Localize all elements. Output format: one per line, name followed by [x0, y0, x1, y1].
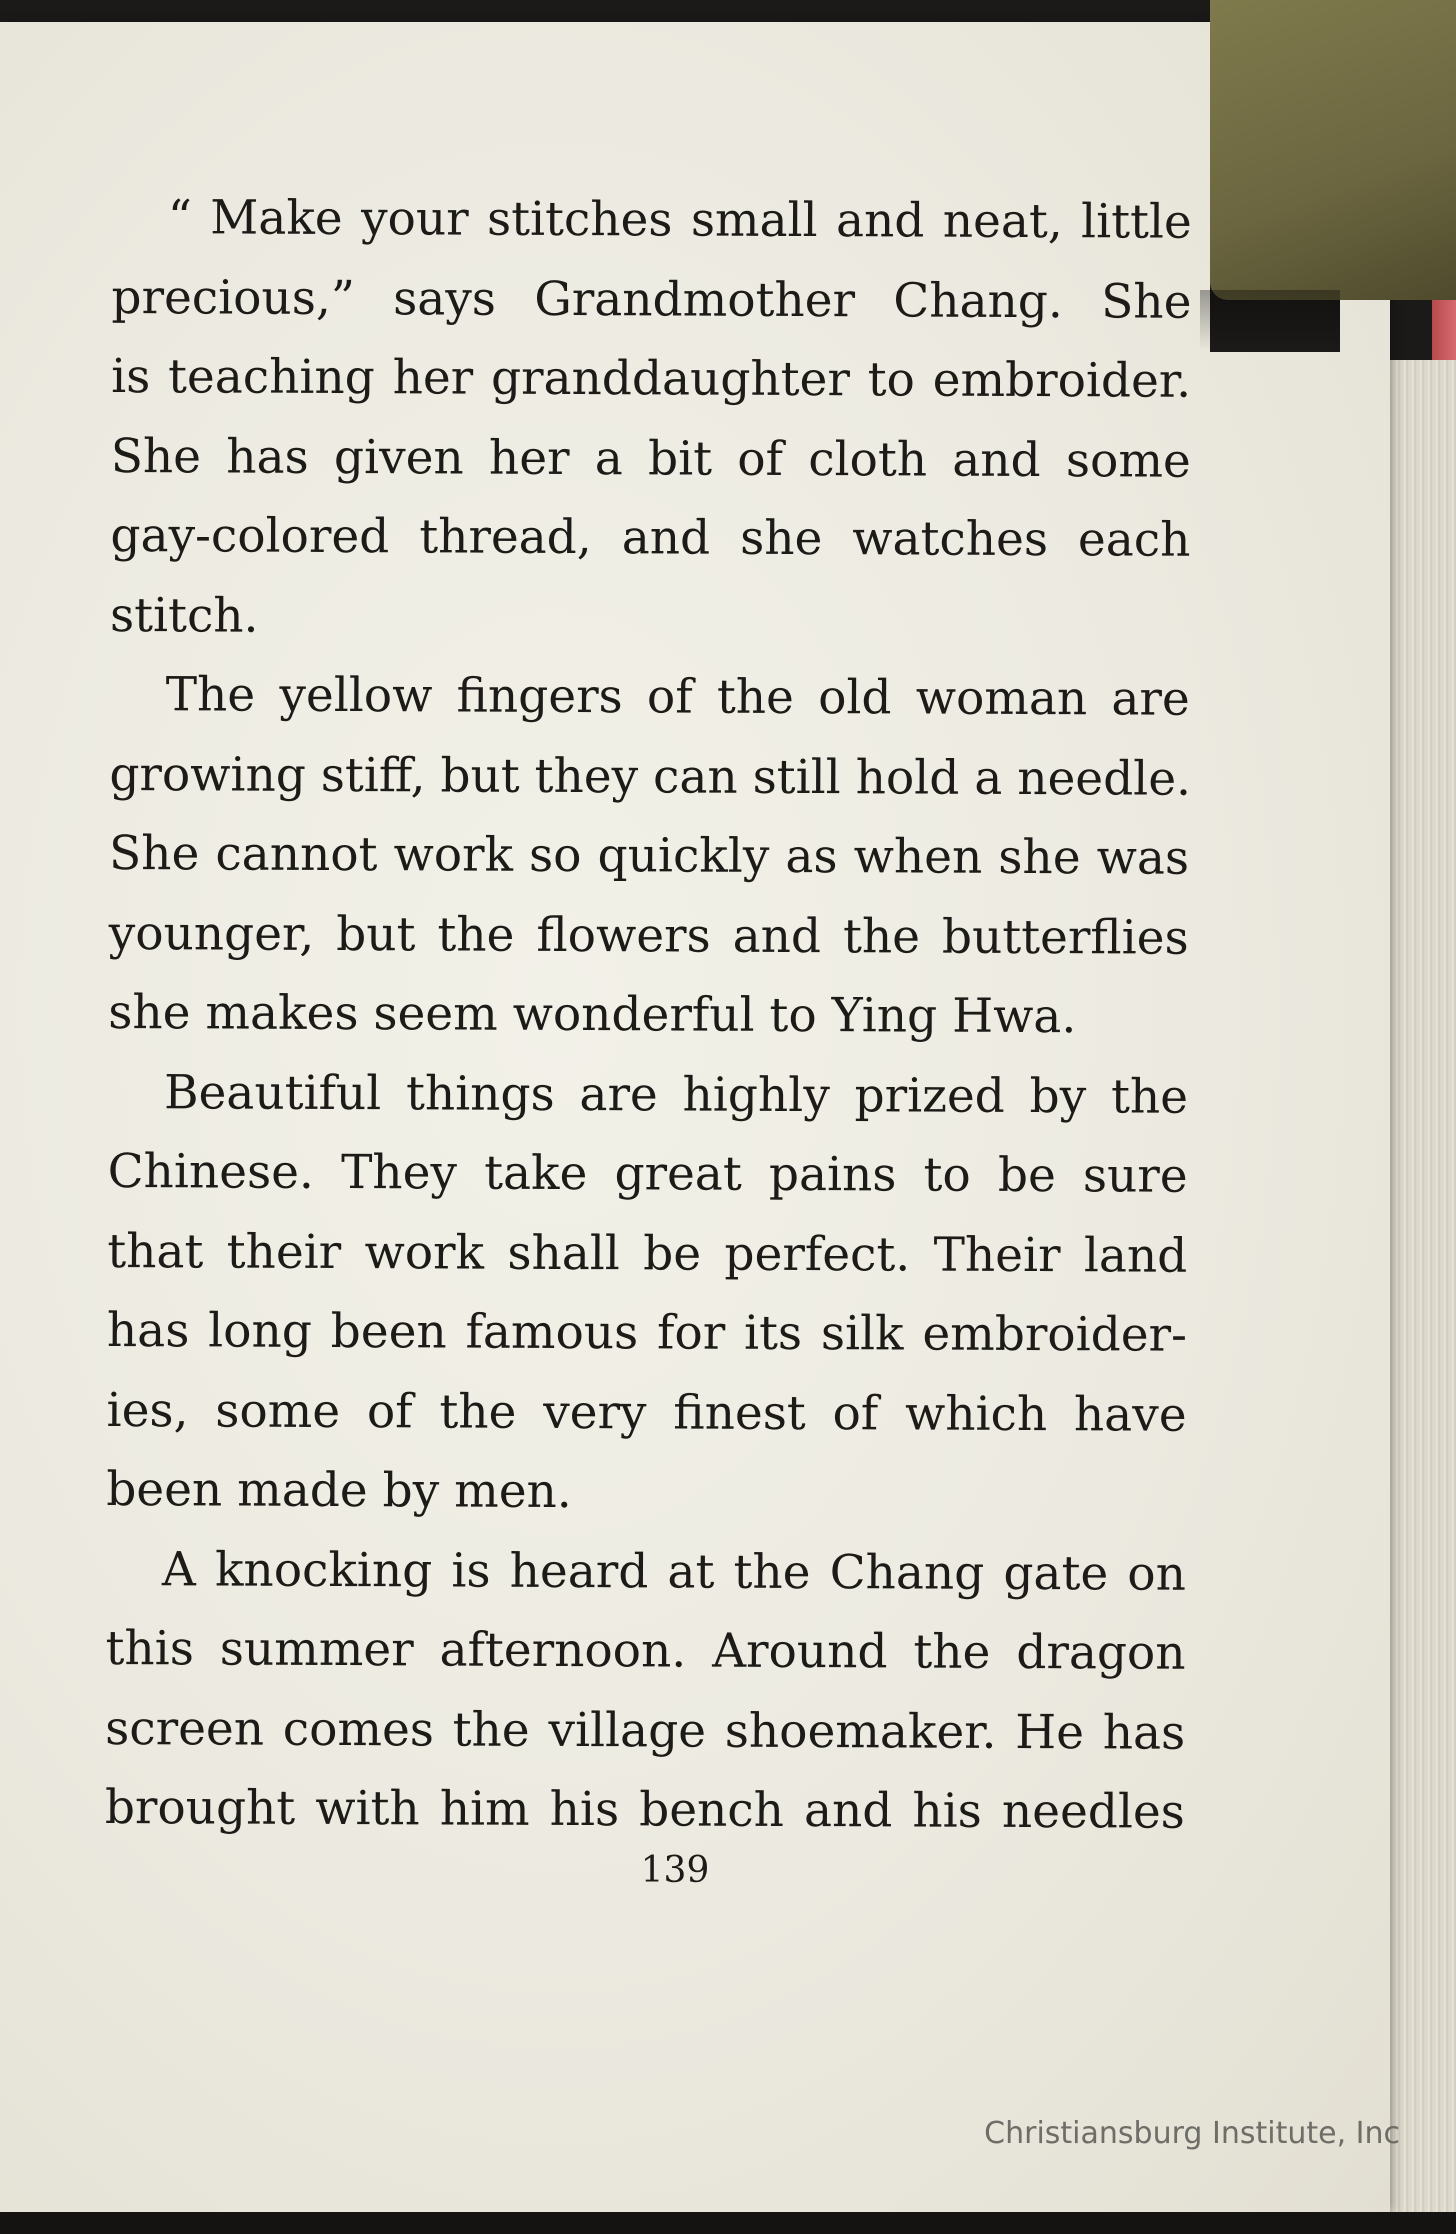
text-line: brought with him his bench and his needles: [104, 1779, 1185, 1840]
text-line: Beautiful things are highly prized by the: [163, 1064, 1189, 1125]
text-line: stitch.: [109, 587, 259, 644]
cover-shadow: [1200, 290, 1340, 350]
text-line: She has given her a bit of cloth and some: [110, 428, 1191, 489]
text-line: growing stiff, but they can still hold a needle.: [109, 746, 1192, 807]
text-line: precious,” says Grandmother Chang. She: [111, 269, 1192, 330]
page-number: 139: [640, 1850, 710, 1891]
text-line: gay-colored thread, and she watches each: [110, 507, 1191, 568]
text-line: Chinese. They take great pains to be sure: [107, 1143, 1188, 1204]
text-line: she makes seem wonderful to Ying Hwa.: [108, 984, 1077, 1045]
text-line: A knocking is heard at the Chang gate on: [161, 1541, 1187, 1602]
watermark: Christiansburg Institute, Inc: [984, 2116, 1400, 2151]
text-line: that their work shall be perfect. Their land: [107, 1223, 1188, 1284]
text-line: “ Make your stitches small and neat, little: [167, 190, 1192, 250]
text-line: been made by men.: [106, 1461, 572, 1520]
text-line: this summer afternoon. Around the dragon: [105, 1620, 1186, 1681]
text-line: ies, some of the very finest of which have: [106, 1382, 1187, 1443]
text-line: has long been famous for its silk embroider-: [106, 1302, 1188, 1363]
text-line: is teaching her granddaughter to embroider.: [111, 348, 1192, 409]
text-line: The yellow fingers of the old woman are: [165, 667, 1190, 727]
text-line: She cannot work so quickly as when she was: [108, 825, 1190, 886]
text-line: younger, but the flowers and the butterflies: [108, 905, 1189, 966]
book-cover-corner: [1210, 0, 1456, 300]
bottom-shadow: [0, 2212, 1456, 2234]
page-text: [105, 178, 1192, 1852]
text-line: screen comes the village shoemaker. He has: [105, 1700, 1186, 1761]
